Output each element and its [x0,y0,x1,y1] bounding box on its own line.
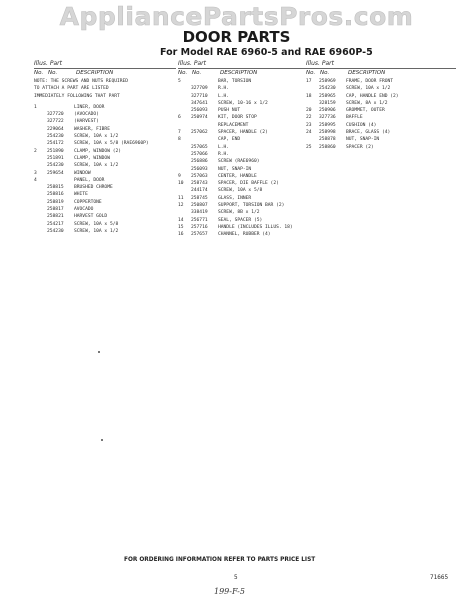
scan-speck [101,439,103,441]
watermark-logo: AppliancePartsPros.com [59,2,414,31]
handwritten-note: 199-F-5 [214,587,245,596]
part-number: 327710 [191,93,208,99]
part-number: 257063 [191,173,208,179]
illus-number: 17 [306,79,312,84]
parts-row [178,166,328,173]
part-description: BAFFLE [346,115,363,121]
parts-row [306,136,456,143]
illus-number [34,191,47,198]
illus-number: 1 [34,104,37,110]
parts-row [306,114,456,121]
part-number: 251890 [47,148,64,154]
part-description: CAP, END [218,137,241,143]
illus-number [306,85,319,92]
part-number: 338419 [191,210,208,216]
illus-number: 10 [178,181,184,187]
parts-row [306,78,456,85]
parts-row [34,170,176,177]
part-number: 328159 [319,100,336,106]
parts-row [178,195,328,202]
part-description: SCREW, 10A x 1/2 [74,228,119,234]
part-description: SCREW, 10A x 1/2 [74,163,119,169]
illus-number [178,187,191,194]
part-number: 254230 [319,86,336,92]
part-description: COPPERTONE [74,199,102,205]
part-number [47,177,74,184]
part-number: 257065 [191,144,208,150]
part-number: 254172 [47,141,64,147]
part-number: 258965 [319,93,336,99]
parts-row [34,133,176,140]
parts-row [34,104,176,111]
part-description: PUSH NUT [218,108,241,114]
parts-row [306,122,456,129]
part-number: 250906 [319,108,336,114]
scan-speck [98,351,100,353]
part-number: 259654 [47,170,64,176]
part-number: 251891 [47,155,64,161]
parts-row [34,140,176,147]
part-description: REPLACEMENT [218,122,249,128]
header-part-no: No. [48,70,58,76]
part-number: 254230 [47,163,64,169]
part-description: BAR, TORSION [218,79,252,84]
part-description: SCREW, 8A x 1/2 [346,100,388,106]
part-description: R.H. [218,86,230,92]
parts-row [306,100,456,107]
page-subtitle: For Model RAE 6960-5 and RAE 6960P-5 [160,47,373,58]
part-description: GLASS, INNER [218,195,252,201]
part-number: 250974 [191,115,208,121]
part-number: 257657 [191,232,208,238]
header-no: No. [178,70,188,76]
parts-row [306,107,456,114]
illus-number [34,111,47,118]
header-illus-part: Illus. Part [34,60,62,67]
part-description: CLAMP, WINDOW [74,155,110,161]
part-description: SCREW, 10A x 1/2 [346,86,391,92]
part-number: 258815 [47,185,64,191]
part-description: NUT, SNAP-IN [346,137,380,143]
illus-number: 3 [34,170,37,176]
parts-row [178,209,328,216]
parts-row [178,224,328,231]
illus-number [34,184,47,191]
part-number: 258819 [47,199,64,205]
part-number: 327720 [47,112,64,118]
part-number: 254230 [47,134,64,140]
parts-row [34,206,176,213]
illus-number [34,162,47,169]
part-description: SCREW, 10-16 x 1/2 [218,100,268,106]
illus-number [34,213,47,220]
illus-number [34,118,47,125]
parts-row [34,148,176,155]
part-number: 258745 [191,195,208,201]
parts-column-3 [306,60,456,151]
part-number: 256771 [191,217,208,223]
part-description: CLAMP, WINDOW (2) [74,148,122,154]
part-description: KIT, DOOR STOP [218,115,257,121]
part-description: LINER, DOOR [74,104,105,110]
header-no: No. [34,70,44,76]
part-number: 257066 [191,151,208,157]
illus-number: 24 [306,130,312,136]
part-number: 347641 [191,100,208,106]
illus-number [34,140,47,147]
page-number: 5 [234,574,238,581]
part-number: 258969 [319,79,336,84]
parts-row [34,162,176,169]
part-description: WASHER, FIBRE [74,126,110,132]
parts-row [178,202,328,209]
illus-number [34,228,47,235]
parts-row [306,144,456,151]
part-number: 327736 [319,115,336,121]
part-number: 256093 [191,166,208,172]
part-description: (HARVEST) [74,119,99,125]
part-number [191,136,218,143]
illus-number [178,100,191,107]
illus-number [178,151,191,158]
part-number: 258998 [319,130,336,136]
part-number: 257062 [191,130,208,136]
part-number: 327722 [47,119,64,125]
header-description: DESCRIPTION [348,70,386,76]
screw-note-line: IMMEDIATELY FOLLOWING THAT PART [34,93,120,99]
illus-number: 6 [178,115,181,121]
part-description: CAP, HANDLE END (2) [346,93,399,99]
illus-number [178,209,191,216]
parts-row [34,155,176,162]
illus-number: 9 [178,173,181,179]
illus-number [34,199,47,206]
screw-note-line: NOTE: THE SCREWS AND NUTS REQUIRED [34,79,129,84]
parts-row [306,93,456,100]
document-code: 71665 [430,574,449,581]
illus-number [34,133,47,140]
header-description: DESCRIPTION [220,70,258,76]
column-header [34,60,176,78]
illus-number: 12 [178,203,184,209]
illus-number: 25 [306,144,312,150]
part-number: 258816 [47,192,64,198]
part-number [191,78,218,85]
header-illus-part: Illus. Part [306,60,334,67]
part-number: 257716 [191,224,208,230]
parts-row [306,85,456,92]
illus-number: 4 [34,177,37,183]
part-description: PANEL, DOOR [74,177,105,183]
part-description: SCREW, 10A x 5/8 (RAE6960P) [74,141,149,147]
part-description: HARVEST GOLD [74,214,108,220]
part-number: 254230 [47,228,64,234]
part-number: 327709 [191,86,208,92]
part-description: R.H. [218,151,230,157]
illus-number [178,107,191,114]
part-description: BRUSHED CHROME [74,185,113,191]
part-number: 256093 [191,108,208,114]
part-number: 256886 [191,159,208,165]
column-header [306,60,456,78]
part-description: WHITE [74,192,88,198]
header-description: DESCRIPTION [76,70,114,76]
illus-number: 20 [306,108,312,114]
parts-row [34,126,176,133]
part-description: CUSHION (4) [346,122,377,128]
part-number: 254217 [47,221,64,227]
illus-number: 15 [178,224,184,230]
illus-number [178,122,191,129]
part-number [191,122,218,129]
parts-row [178,151,328,158]
part-description: L.H. [218,93,230,99]
part-number: 244174 [191,188,208,194]
header-part-no: No. [192,70,202,76]
parts-row [306,129,456,136]
parts-row [34,177,176,184]
part-description: FRAME, DOOR FRONT [346,79,394,84]
illus-number: 11 [178,195,184,201]
illus-number [34,155,47,162]
parts-row [178,231,328,238]
part-description: (AVOCADO) [74,112,99,118]
part-number: 250807 [191,203,208,209]
illus-number [178,85,191,92]
illus-number [34,221,47,228]
part-description: GROMMET, OUTER [346,108,385,114]
part-description: SCREW, 10A x 1/2 [74,134,119,140]
part-description: HANDLE (INCLUDES ILLUS. 18) [218,224,293,230]
part-description: BRACE, GLASS (4) [346,130,391,136]
part-description: NUT, SNAP-IN [218,166,252,172]
illus-number: 14 [178,217,184,223]
parts-row [34,118,176,125]
parts-row [34,213,176,220]
illus-number: 22 [306,115,312,121]
part-number [47,104,74,111]
part-number: 258878 [319,137,336,143]
part-description: SPACER, HANDLE (2) [218,130,268,136]
illus-number: 18 [306,93,312,99]
part-number: 258860 [319,144,336,150]
illus-number [178,166,191,173]
part-description: SCREW (RAE6960) [218,159,260,165]
illus-number [34,126,47,133]
parts-row [178,180,328,187]
part-number: 258817 [47,207,64,213]
part-description: SCREW, 8B x 1/2 [218,210,260,216]
illus-number [178,158,191,165]
part-description: L.H. [218,144,230,150]
part-description: CENTER, HANDLE [218,173,257,179]
part-description: AVOCADO [74,207,94,213]
parts-row [34,191,176,198]
part-description: CHANNEL, RUBBER (4) [218,232,271,238]
illus-number: 16 [178,232,184,238]
part-number: 229064 [47,126,64,132]
parts-row [178,173,328,180]
header-no: No. [306,70,316,76]
parts-row [178,158,328,165]
part-description: SPACER (2) [346,144,374,150]
parts-row [34,184,176,191]
parts-row [34,199,176,206]
illus-number: 2 [34,148,37,154]
illus-number [178,144,191,151]
page-title: DOOR PARTS [182,28,291,46]
part-number: 258743 [191,181,208,187]
illus-number [178,93,191,100]
illus-number: 5 [178,79,181,84]
screw-note-line: TO ATTACH A PART ARE LISTED [34,86,109,92]
part-number: 258821 [47,214,64,220]
parts-column-1 [34,60,176,235]
illus-number: 23 [306,122,312,128]
ordering-info-note: FOR ORDERING INFORMATION REFER TO PARTS PRICE LIST [124,557,316,563]
part-description: SCREW, 10A x 5/8 [218,188,263,194]
parts-row [178,217,328,224]
parts-row [178,187,328,194]
header-illus-part: Illus. Part [178,60,206,67]
illus-number [306,136,319,143]
part-number: 258995 [319,122,336,128]
illus-number: 8 [178,137,181,143]
part-description: SEAL, SPACER (5) [218,217,263,223]
illus-number: 7 [178,130,181,136]
part-description: SCREW, 10A x 5/8 [74,221,119,227]
part-description: SPACER, DIE BAFFLE (2) [218,181,279,187]
part-description: SUPPORT, TORSION BAR (2) [218,203,285,209]
illus-number [306,100,319,107]
illus-number [34,206,47,213]
header-part-no: No. [320,70,330,76]
part-description: WINDOW [74,170,91,176]
parts-row [34,111,176,118]
parts-row [34,221,176,228]
parts-row [34,228,176,235]
